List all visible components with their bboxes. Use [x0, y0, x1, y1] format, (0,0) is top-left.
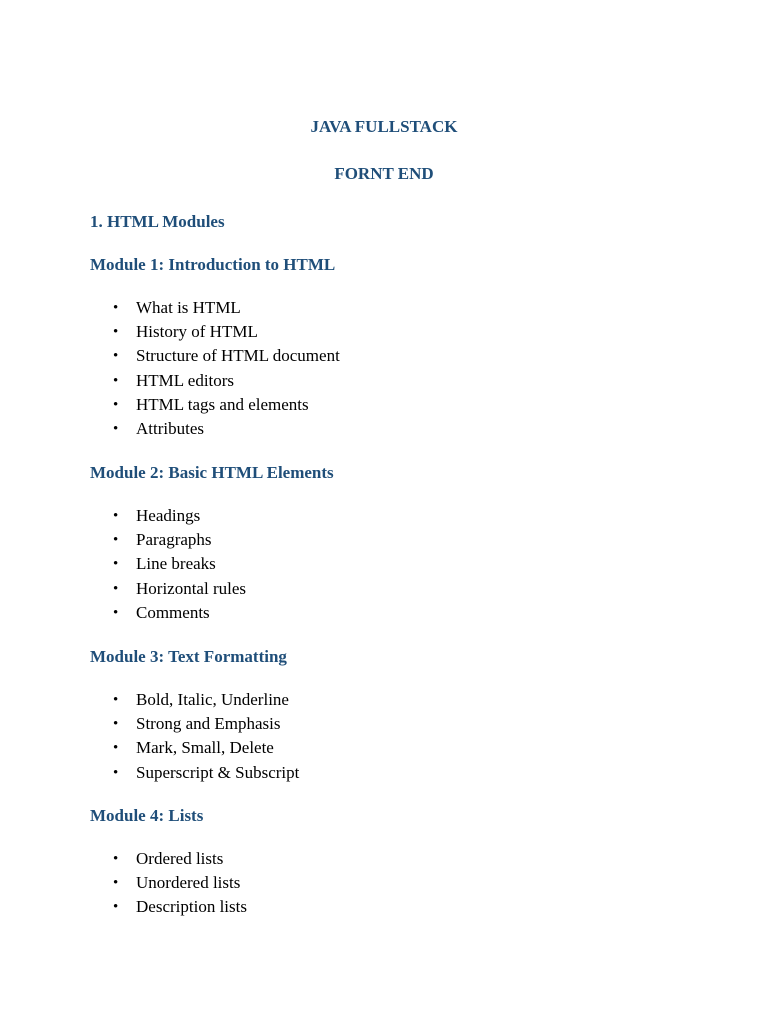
bullet-icon: • [113, 300, 119, 316]
bullet-icon: • [113, 324, 119, 341]
list-item [0, 393, 340, 417]
module-2-list [0, 504, 246, 625]
list-item-text: Description lists [136, 897, 247, 917]
module-1-list [0, 296, 340, 441]
list-item-text: Ordered lists [136, 849, 224, 868]
document-subtitle: FORNT END [334, 164, 434, 183]
list-item [0, 895, 247, 919]
section-heading: 1. HTML Modules [90, 212, 225, 231]
bullet-icon: • [113, 420, 119, 437]
list-item-text: Horizontal rules [136, 578, 246, 598]
list-item-text: History of HTML [136, 322, 258, 342]
bullet-icon: • [113, 875, 119, 892]
list-item [0, 528, 246, 552]
list-item-text: Unordered lists [136, 873, 241, 893]
list-item-text: HTML tags and elements [136, 394, 309, 414]
list-item [0, 504, 246, 528]
bullet-icon: • [113, 556, 119, 573]
module-4-list [0, 847, 247, 920]
module-4-heading: Module 4: Lists [90, 806, 204, 825]
bullet-icon: • [113, 604, 119, 621]
list-item [0, 369, 340, 393]
document-title: JAVA FULLSTACK [310, 117, 458, 136]
bullet-icon: • [113, 851, 119, 867]
list-item-text: Headings [136, 506, 201, 525]
list-item [0, 601, 246, 625]
list-item [0, 577, 246, 601]
bullet-icon: • [113, 508, 119, 524]
bullet-icon: • [113, 716, 119, 733]
list-item [0, 417, 340, 441]
bullet-icon: • [113, 740, 119, 757]
list-item [0, 552, 246, 576]
list-item [0, 320, 340, 344]
bullet-icon: • [113, 396, 119, 413]
list-item [0, 761, 299, 785]
list-item [0, 344, 340, 368]
list-item-text: Superscript & Subscript [136, 762, 300, 782]
module-1-heading: Module 1: Introduction to HTML [90, 255, 336, 274]
list-item-text: Attributes [136, 418, 204, 438]
bullet-icon: • [113, 899, 119, 916]
bullet-icon: • [113, 348, 119, 365]
list-item [0, 847, 247, 871]
list-item-text: Mark, Small, Delete [136, 738, 274, 758]
list-item-text: Bold, Italic, Underline [136, 690, 289, 709]
module-3-list [0, 688, 299, 785]
list-item-text: HTML editors [136, 370, 235, 390]
bullet-icon: • [113, 692, 119, 708]
list-item-text: Line breaks [136, 554, 216, 574]
list-item [0, 296, 340, 320]
bullet-icon: • [113, 532, 119, 549]
bullet-icon: • [113, 580, 119, 597]
list-item [0, 712, 299, 736]
list-item-text: Paragraphs [136, 530, 212, 550]
list-item-text: What is HTML [136, 298, 241, 317]
module-2-heading: Module 2: Basic HTML Elements [90, 463, 334, 482]
list-item-text: Comments [136, 602, 210, 622]
list-item-text: Strong and Emphasis [136, 714, 281, 734]
list-item-text: Structure of HTML document [136, 346, 340, 366]
list-item [0, 736, 299, 760]
bullet-icon: • [113, 372, 119, 389]
bullet-icon: • [113, 764, 119, 781]
list-item [0, 871, 247, 895]
list-item [0, 688, 299, 712]
module-3-heading: Module 3: Text Formatting [90, 647, 287, 666]
